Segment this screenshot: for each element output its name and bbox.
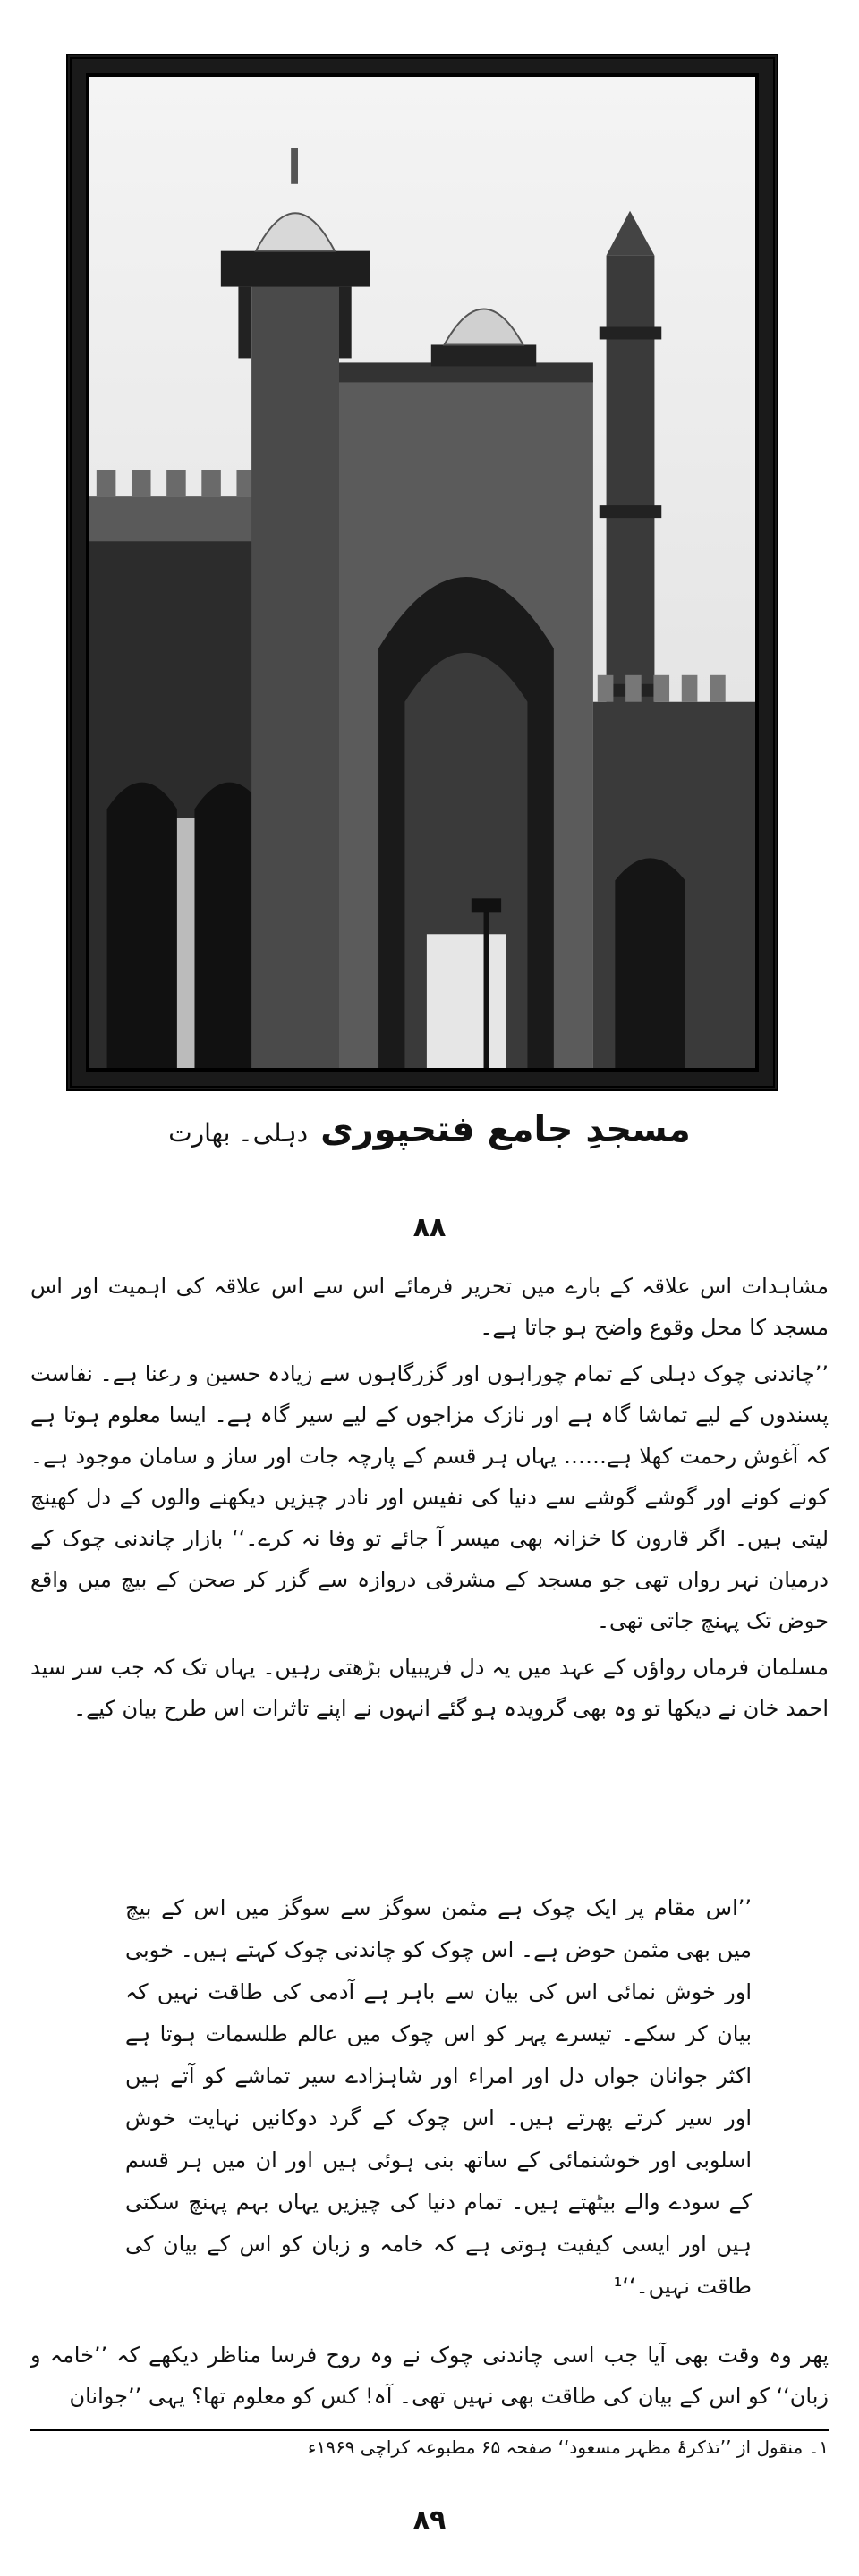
mosque-photo (86, 73, 759, 1072)
block-quote: ’’اس مقام پر ایک چوک ہے مثمن سوگز سے سوگز میں اس کے بیچ میں بھی مثمن حوض ہے۔ اس چوک کو چاندنی چوک کہتے ہیں۔ خوبی اور خوش نمائی اس کی بیان سے باہر ہے آدمی کی طاقت نہیں کہ بیان کر سکے۔ تیسرے پہر کو اس چوک میں عالم طلسمات ہوتا ہے اکثر جوانان جواں دل اور امراء اور شاہزادے سیر تماشے کو آتے ہیں اور سیر کرتے پھرتے ہیں۔ اس چوک کے گرد دوکانیں نہایت خوش اسلوبی اور خوشنمائی کے ساتھ بنی ہوئی ہیں اور ان میں ہر قسم کے سودے والے بیٹھتے ہیں۔ تمام دنیا کی چیزیں یہاں بہم پہنچ سکتی ہیں اور ایسی کیفیت ہوتی ہے کہ خامہ و زبان کو اس کے بیان کی طاقت نہیں۔‘‘¹ (125, 1895, 752, 2299)
paragraph: ’’چاندنی چوک دہلی کے تمام چوراہوں اور گزرگاہوں سے زیادہ حسین و رعنا ہے۔ نفاست پسندوں کے لیے تماشا گاہ ہے اور نازک مزاجوں کے لیے سیر گاہ ہے۔ ایسا معلوم ہوتا ہے کہ آغوش رحمت کھلا ہے…… یہاں ہر قسم کے پارچہ جات اور ساز و سامان موجود ہے۔ کونے کونے اور گوشے گوشے سے دنیا کی نفیس اور نادر چیزیں دیکھنے والوں کے دل کھینچ لیتی ہیں۔ اگر قارون کا خزانہ بھی میسر آ جائے تو وفا نہ کرے۔‘‘ بازار چاندنی چوک کے درمیان نہر رواں تھی جو مسجد کے مشرقی دروازہ سے گزر کر صحن کے بیچ میں واقع حوض تک پہنچ جاتی تھی۔ (30, 1361, 829, 1633)
main-text (30, 1266, 829, 1734)
photo-caption (0, 1109, 859, 1150)
page-number-bottom: ۸۹ (412, 2504, 447, 2536)
mosque-illustration (89, 77, 755, 1068)
footnote: ۱۔ منقول از ’’تذکرۂ مظہر مسعود‘‘ صفحہ ۶۵ مطبوعہ کراچی ۱۹۶۹ء (308, 2436, 829, 2458)
page-number-top: ۸۸ (412, 1212, 447, 1243)
closing-paragraph: پھر وہ وقت بھی آیا جب اسی چاندنی چوک نے وہ روح فرسا مناظر دیکھے کہ ’’خامہ و زبان‘‘ کو اس کے بیان کی طاقت بھی نہیں تھی۔ آہ! کس کو معلوم تھا؟ یہی ’’جوانان (30, 2343, 829, 2409)
photo-frame (66, 54, 778, 1091)
caption-title: مسجدِ جامع فتحپوری (320, 1109, 691, 1150)
paragraph: مسلمان فرماں رواؤں کے عہد میں یہ دل فریبیاں بڑھتی رہیں۔ یہاں تک کہ جب سر سید احمد خان نے دیکھا تو وہ بھی گرویدہ ہو گئے انہوں نے اپنے تاثرات اس طرح بیان کیے۔ (30, 1655, 829, 1721)
paragraph: مشاہدات اس علاقہ کے بارے میں تحریر فرمائے اس سے اس علاقہ کی اہمیت اور اس مسجد کا محل وقوع واضح ہو جاتا ہے۔ (30, 1274, 829, 1340)
caption-location: دہلی۔ بھارت (168, 1118, 309, 1148)
footnote-divider (30, 2429, 829, 2431)
